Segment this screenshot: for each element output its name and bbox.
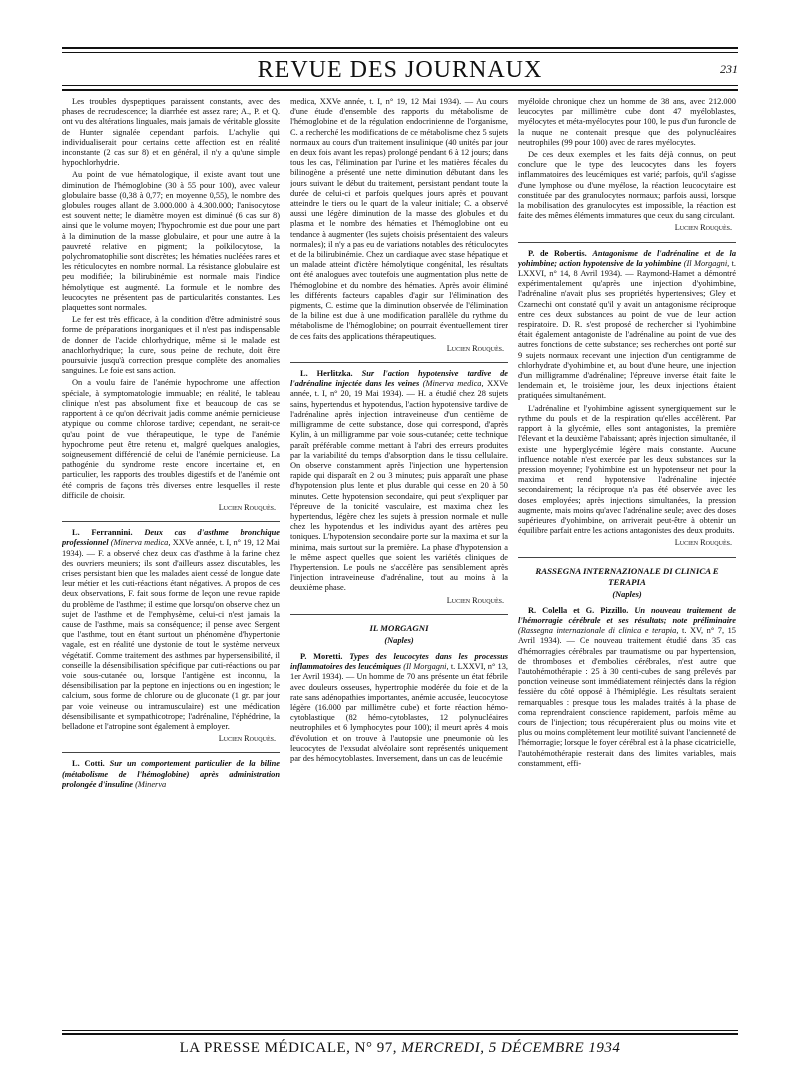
article-author: L. Ferrannini. — [72, 528, 133, 538]
article-source: (Minerva medica, — [422, 379, 484, 389]
article-entry — [62, 759, 280, 790]
article-text: t. LXXVI, n° 13, 1er Avril 1934). — Un homme de 70 ans présente un état fébrile avec douleurs osseuses, hypertrophie modérée du foie et de la rate sans adénopathies importantes, anémie accusée, leucocytose légère (16.000 par millimètre cube) et forte réaction hémo-cytoblastique (82 hémo-cytoblastes, 12 polynucléaires neutrophiles et 6 lymphocytes pour 100); il meurt après 4 mois d'évolution et on trouve à l'autopsie une pneumonie où les leucocytes de l'exsudat alvéolaire sont représentés uniquement par des hémocytoblastes. Inversement, dans un cas de leucémie — [290, 662, 508, 763]
section-city: (Naples) — [612, 589, 642, 599]
column-1 — [62, 97, 280, 1025]
signature: Lucien Rouquès. — [446, 343, 504, 353]
footer-rule — [62, 1033, 738, 1035]
column-2 — [290, 97, 508, 1025]
article-title: Un nouveau traitement de l'hémorragie cérébrale et ses résultats; note préliminaire — [518, 605, 736, 625]
article-separator — [518, 242, 736, 243]
article-separator — [62, 521, 280, 522]
article-entry — [518, 606, 736, 769]
footer — [62, 1040, 738, 1057]
header-rule-thin — [62, 85, 738, 86]
footer-rule-thin — [62, 1030, 738, 1031]
paragraph: Le fer est très efficace, à la condition d'être administré sous forme de préparations inorganiques et il n'est pas indispensable de donner de l'acide chlorhydrique, même si le malade est anachlorhydrique; la cure, sous peine de rechute, doit être poursuivie jusqu'à correction presque complète des anomalies sanguines. Le foie est sans action. — [62, 315, 280, 376]
article-author: L. Cotti. — [72, 759, 105, 769]
article-separator — [62, 752, 280, 753]
signature: Lucien Rouquès. — [446, 595, 504, 605]
signature: Lucien Rouquès. — [218, 502, 276, 512]
article-entry — [62, 528, 280, 732]
article-text: XXVe année, t. I, n° 20, 19 Mai 1934). — H. a étudié chez 28 sujets sains, hypertendus et hypotendus, l'action hypotensive tardive de l'adrénaline après injection intraveineuse d'un centième de milligramme de cette substance, dose qui correspond, d'après Kylin, à un milligramme par voie sous-cutanée; cette technique paraît préférable comme mettant à l'abri des erreurs produites par la variabilité du temps d'absorption dans le tissu cellulaire. On observe constamment après l'injection une hypertension rapide qui disparaît en 2 ou 3 minutes; puis apparaît une phase d'hypotension plus lente et plus durable qui cesse en 20 à 50 minutes. Cette hypotension secondaire, qui peut s'expliquer par l'épreuve de la tonicité vasculaire, est maxima chez les hypertendus, légère chez les sujets à pression normale et nulle chez les hypotendus et les individus ayant des artères peu toniques. L'hypotension secondaire porte sur la maxima et sur la minima, mais surtout sur la première. La phase d'hypotension a le même aspect quelles que soient les variétés cliniques de l'hypertension. Le pouls ne s'accélère pas sensiblement après l'injection intraveineuse d'adrénaline, tout au moins à la deuxième phase. — [290, 379, 508, 593]
article-text: t. LXXVI, n° 14, 8 Avril 1934). — Raymond-Hamet a démontré expérimentalement qu'après une injection d'yohimbine, l'adrénaline n'avait plus ses propriétés hypertensives; Gley et Czarnechi ont constaté qu'il y avait un antagonisme réciproque entre ces deux substances au point de vue de leur action respiratoire. D. R. s'est proposé de rechercher si l'yohimbine était également antagoniste de l'adrénaline au point de vue des autres fonctions de cette substance; ses recherches ont porté sur 9 sujets normaux recevant une injection d'un centigramme de chlorhydrate d'yohimbine et, au bout d'une heure, une injection d'un milligramme d'adrénaline; l'épreuve inverse était faite le lendemain et, le troisième jour, les deux injections étaient pratiquées simultanément. — [518, 258, 736, 401]
footer-date: MERCREDI, 5 DÉCEMBRE 1934 — [401, 1040, 621, 1056]
article-entry — [290, 369, 508, 593]
article-source: (Il Morgagni, — [403, 662, 449, 672]
column-3 — [518, 97, 736, 1025]
article-text: XXVe année, t. I, n° 19, 12 Mai 1934). — F. a observé chez deux cas d'asthme à la farine chez des ouvriers meuniers; ils sont d'ailleurs assez discutables, les crises persistant bien que les malades aient cessé de longue date leur métier et les cuti-réactions étant négatives. A propos de ces deux observations, F. fait sous forme de leçon une revue rapide du problème de l'asthme; il estime que lorsqu'on observe chez un sujet de l'asthme et de l'emphysème, celui-ci n'est jamais la cause de l'asthme, mais sa conséquence; il pense avec Sergent que l'asthme, tout en étant surtout un phénomène d'hypertonie vagale, est en réalité une dystonie de tout le système nerveux végétatif. Comme traitement des asthmes par hypersensibilité, il conseille la désensibilisation spécifique par cuti-réactions ou par voie sous-cutanée ou, lorsque l'antigène est inconnu, la désensibilisation par la peptone en injections ou en ingestion; le calcium, sous forme de chlorure ou de gluconate (1 gr. par jour par voie veineuse ou intramusculaire) est une médication désensibilisante et sympathicotrope; l'adrénaline, l'éphédrine, la belladone et l'atropine sont également à employer. — [62, 538, 280, 731]
article-title: Antagonisme de l'adrénaline et de la yohimbine; action hypotensive de la yohimbine — [518, 248, 736, 268]
article-entry — [290, 652, 508, 764]
article-separator — [518, 557, 736, 558]
paragraph: medica, XXVe année, t. I, n° 19, 12 Mai 1934). — Au cours d'une étude d'ensemble des rapports du métabolisme de l'hémoglobine et de la régulation endocrinienne de l'organisme, C. a recherché les modifications de ce métabolisme chez 5 sujets normaux au cours d'un traitement insulinique (40 unités par jour en deux fois avant les repas) prolongé pendant 6 à 12 jours; dans tous les cas, l'élimination par l'urine et les matières fécales du bilinogène a présenté une nette diminution débutant dans les jours suivant le début du traitement, persistant pendant toute la durée de celui-ci et parfois quelques jours après et pouvant atteindre le tiers ou le quart de la valeur initiale; C. a observé aussi une légère diminution de la masse des globules et du plasma et le nombre des hématies et l'hémoglobine ont eu tendance à augmenter (les sujets choisis présentaient des valeurs normales); il n'y a pas eu de variations notables des réticulocytes et de la bilirubinémie. Chez un cardiaque avec stase hépatique et un malade atteint d'ictère hémolytique congénital, les résultats ont été analogues avec toutefois une augmentation plus nette de l'hémoglobine et du nombre des hématies. Après avoir éliminé les différents facteurs capables d'agir sur l'élimination des pigments, C. estime que la diminution observée de l'élimination de la biline est due à une modification parallèle du rythme du métabolisme de l'hémoglobine; on pourrait éventuellement tirer de ces faits des applications thérapeutiques. — [290, 97, 508, 341]
article-source: (Minerva medica, — [110, 538, 171, 548]
page-number: 231 — [720, 62, 738, 76]
article-author: P. de Robertis. — [528, 248, 587, 258]
article-title: Deux cas d'asthme bronchique professionnel — [62, 528, 280, 548]
signature: Lucien Rouquès. — [674, 538, 732, 548]
journal-title: REVUE DES JOURNAUX — [257, 57, 543, 83]
footer-journal: LA PRESSE MÉDICALE, — [179, 1040, 351, 1056]
paragraph: Les troubles dyspeptiques paraissent constants, avec des phases de recrudescence; la diarrhée est assez rare; A., P. et Q. ont vu des altérations linguales, mais jamais de véritable glossite de Hunter signalée cependant parfois. L'achylie qui individualiserait pour certains cette affection est en réalité inconstante (2 cas sur 8) et en général, il n'y a qu'une simple hypochlorhydrie. — [62, 97, 280, 168]
header-rule — [62, 89, 738, 91]
article-separator — [290, 614, 508, 615]
paragraph: L'adrénaline et l'yohimbine agissent synergiquement sur le rythme du pouls et de la respiration qu'elles accélèrent. Par rapport à la glycémie, elles sont antagonistes, la première l'élevant et la deuxième l'abaissant; après injection simultanée, il existe une hyperglycémie légère mais constante. Aucune influence notable n'est exercée par les deux substances sur la pression moyenne; l'yohimbine est un hypotenseur net pour la maxima et rend hypotensive l'adrénaline injectée secondairement; la réciproque n'a pas été observée avec les doses employées; après injections simultanées, la pression augmente, mais moins qu'avec l'adrénaline seule; avec des doses supérieures d'yohimbine, on arriverait peut-être à obtenir un équilibre parfait entre les actions antagonistes des deux produits. — [518, 403, 736, 536]
paragraph: myéloïde chronique chez un homme de 38 ans, avec 212.000 leucocytes par millimètre cube dont 47 myéloblastes, myélocytes et méta-myélocytes pour 100, le pus d'un furoncle de la nuque ne contenait presque que des polynucléaires neutrophiles (99 pour 100) avec de rares myélocytes. — [518, 97, 736, 147]
signature: Lucien Rouquès. — [218, 734, 276, 744]
article-title: Types des leucocytes dans les processus inflammatoires des leucémiques — [290, 651, 508, 672]
article-title: Sur un comportement particulier de la biline (métabolisme de l'hémoglobine) après administration prolongée d'insuline — [62, 759, 280, 789]
section-title: RASSEGNA INTERNAZIONALE DI CLINICA E TERAPIA — [535, 565, 719, 587]
article-separator — [290, 362, 508, 363]
article-author: R. Colella et G. Pizzillo. — [528, 605, 629, 615]
paragraph: De ces deux exemples et les faits déjà connus, on peut conclure que le type des leucocytes dans les foyers inflammatoires des leucémiques est varié; parfois, qu'il s'agisse d'une lymphose ou d'une myélose, la réaction leucocytaire est constituée par des granulocytes normaux; parfois aussi, lorsque la mobilisation des granulocytes est impossible, la réaction est faite des mêmes éléments immatures que ceux du sang circulant. — [518, 150, 736, 221]
article-source: (Il Morgagni, — [683, 258, 730, 268]
article-author: P. Moretti. — [300, 651, 343, 661]
top-rule-thin — [62, 52, 738, 53]
paragraph: On a voulu faire de l'anémie hypochrome une affection spéciale, à symptomatologie immuable; en réalité, le tableau clinique n'est pas absolument fixe et beaucoup de cas se rapportent à ce qu'on décrivait jadis comme anémie pernicieuse atypique ou comme chlorose tardive; cependant, ne serait-ce qu'au point de vue thérapeutique, le type de l'anémie hypochrome peut être retenu et, malgré quelques analogies, soigneusement différencié de celui de l'anémie pernicieuse. La pathogénie du syndrome reste encore incertaine et, en particulier, les rapports des troubles digestifs et de l'anémie ont été compris de façons très diverses entre lesquelles il reste difficile de choisir. — [62, 378, 280, 500]
article-text: t. XV, n° 7, 15 Avril 1934). — Ce nouveau traitement étudié dans 35 cas d'hémorragies cérébrales par traumatisme ou par hypertension, de thromboses et d'embolies cérébrales, n'est autre que l'autohémothérapie : 25 à 30 centi-cubes de sang prélevés par ponction veineuse sont immédiatement réinjectés dans la région fessière du côté opposé à l'hémiplégie. Les résultats seraient remarquables : presque tous les malades traités à la phase de coma reprendraient conscience rapidement, parfois même au cours de l'injection; tous récupéreraient plus ou moins vite et plus ou moins complètement leur motilité suivant l'ancienneté de l'hémorragie; lorsque le foyer cérébral est à la phase cicatricielle, l'autohémothérapie resterait dans des limites variables, mais constamment, effi- — [518, 626, 736, 768]
article-author: L. Herlitzka. — [300, 369, 353, 379]
top-rule — [62, 47, 738, 49]
footer-issue: N° 97, — [354, 1040, 397, 1056]
article-source: (Minerva — [135, 779, 167, 789]
article-columns — [62, 97, 738, 1025]
article-entry — [518, 249, 736, 402]
section-title: IL MORGAGNI — [369, 622, 429, 633]
article-title: Sur l'action hypotensive tardive de l'adrénaline injectée dans les veines — [290, 369, 508, 389]
section-city: (Naples) — [384, 635, 414, 645]
signature: Lucien Rouquès. — [674, 223, 732, 233]
paragraph: Au point de vue hématologique, il existe avant tout une diminution de l'hémoglobine (30 à 55 pour 100), avec valeur globulaire basse (0,38 à 0,77; en moyenne 0,55), le nombre des globules rouges allant de 3.000.000 à 4.300.000; l'anisocytose est souvent nette; le diamètre moyen est diminué (6 cas sur 8) ainsi que le volume moyen; l'hypochromie est due pour une part à la diminution de la masse globulaire, et pour une autre à la pauvreté relative en pigment; la poïkilocytose, la polychromatophilie sont discrètes; les hématies nucléées rares et les réticulocytes en nombre normal. La résistance globulaire est peu modifiée; la bilirubinémie est normale mais l'indice hémolytique est augmenté. La formule et le nombre des leucocytes ne présentent pas de particularités constantes. Les plaquettes sont normales. — [62, 170, 280, 313]
article-source: (Rassegna internazionale di clinica e terapia, — [518, 626, 679, 636]
